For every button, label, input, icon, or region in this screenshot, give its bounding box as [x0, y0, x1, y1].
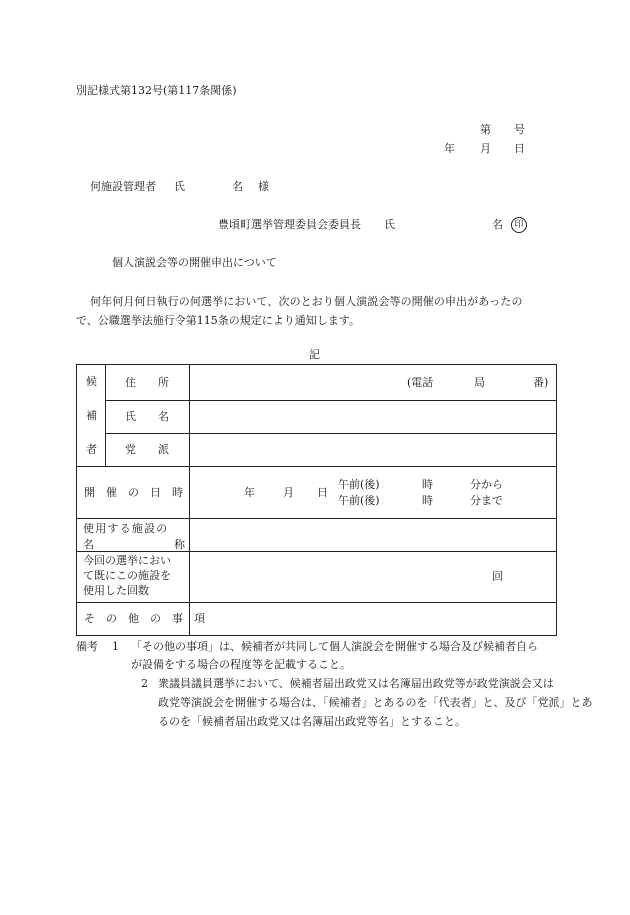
count-label-line-2: て既にこの施設を — [83, 569, 171, 582]
note-2-number: 2 — [141, 677, 148, 690]
subject-heading: 個人演説会等の開催申出について — [112, 256, 277, 269]
count-label-line-1: 今回の選挙におい — [83, 554, 171, 567]
col-divider — [189, 365, 190, 635]
facility-label-sho: 称 — [174, 538, 185, 551]
row-divider — [77, 518, 556, 519]
hour-start: 時 — [422, 478, 433, 491]
addressee-sama: 様 — [258, 180, 269, 193]
am-pm-start: 午前(後) — [338, 478, 380, 491]
note-2-line-3: るのを「候補者届出政党又は名簿届出政党等名」とすること。 — [158, 715, 466, 728]
row-divider — [105, 433, 556, 434]
other-matters-label: そ の 他 の 事 項 — [84, 612, 205, 625]
body-line-1: 何年何月何日執行の何選挙において、次のとおり個人演説会等の開催の申出があったの — [90, 295, 523, 308]
note-1-line-2: が設備をする場合の程度等を記載すること。 — [131, 658, 351, 671]
form-table — [76, 364, 557, 636]
sender-mei: 名 — [492, 218, 503, 231]
am-pm-end: 午前(後) — [338, 494, 380, 507]
note-1-line-1: 「その他の事項」は、候補者が共同して個人演説会を開催する場合及び候補者自ら — [131, 640, 538, 653]
form-number: 別記様式第132号(第117条関係) — [76, 84, 237, 97]
document-number-prefix: 第 — [480, 123, 491, 136]
document-number-suffix: 号 — [514, 123, 525, 136]
facility-label-line-1: 使用する施設の — [83, 522, 169, 535]
date-month: 月 — [480, 142, 491, 155]
body-line-2: で、公職選挙法施行令第115条の規定により通知します。 — [76, 314, 360, 327]
datetime-year: 年 — [244, 486, 255, 499]
count-unit: 回 — [492, 570, 503, 583]
party-label: 党 派 — [125, 443, 169, 456]
row-divider — [77, 551, 556, 552]
count-label-line-3: 使用した回数 — [83, 584, 149, 597]
datetime-month: 月 — [283, 486, 294, 499]
date-year: 年 — [444, 142, 455, 155]
seal-mark: 印 — [511, 217, 527, 233]
address-label: 住 所 — [125, 376, 169, 389]
candidate-char-3: 者 — [86, 443, 97, 456]
datetime-label: 開 催 の 日 時 — [84, 486, 183, 499]
phone-station: 局 — [474, 376, 485, 389]
facility-label-mei: 名 — [83, 538, 94, 551]
row-divider — [77, 466, 556, 467]
sender-title: 豊頃町選挙管理委員会委員長 — [218, 218, 361, 231]
hour-end: 時 — [422, 494, 433, 507]
sender-shi: 氏 — [384, 218, 395, 231]
datetime-day: 日 — [317, 486, 328, 499]
note-2-line-1: 衆議員議員選挙において、候補者届出政党又は名簿届出政党等が政党演説会又は — [158, 677, 554, 690]
name-label: 氏 名 — [125, 410, 169, 423]
col-divider — [105, 365, 106, 466]
date-day: 日 — [514, 142, 525, 155]
ki-mark: 記 — [309, 348, 320, 361]
minute-to: 分まで — [470, 494, 503, 507]
row-divider — [105, 400, 556, 401]
note-1-number: 1 — [112, 640, 119, 653]
addressee-shi: 氏 — [174, 180, 185, 193]
minute-from: 分から — [470, 478, 503, 491]
addressee-mei: 名 — [232, 180, 243, 193]
notes-label: 備考 — [76, 640, 98, 653]
candidate-char-2: 補 — [86, 409, 97, 422]
row-divider — [77, 602, 556, 603]
phone-open: (電話 — [407, 376, 434, 389]
addressee-title: 何施設管理者 — [90, 180, 156, 193]
candidate-char-1: 候 — [86, 375, 97, 388]
phone-close: 番) — [533, 376, 549, 389]
note-2-line-2: 政党等演説会を開催する場合は、「候補者」とあるのを「代表者」と、及び「党派」とあ — [158, 696, 593, 709]
